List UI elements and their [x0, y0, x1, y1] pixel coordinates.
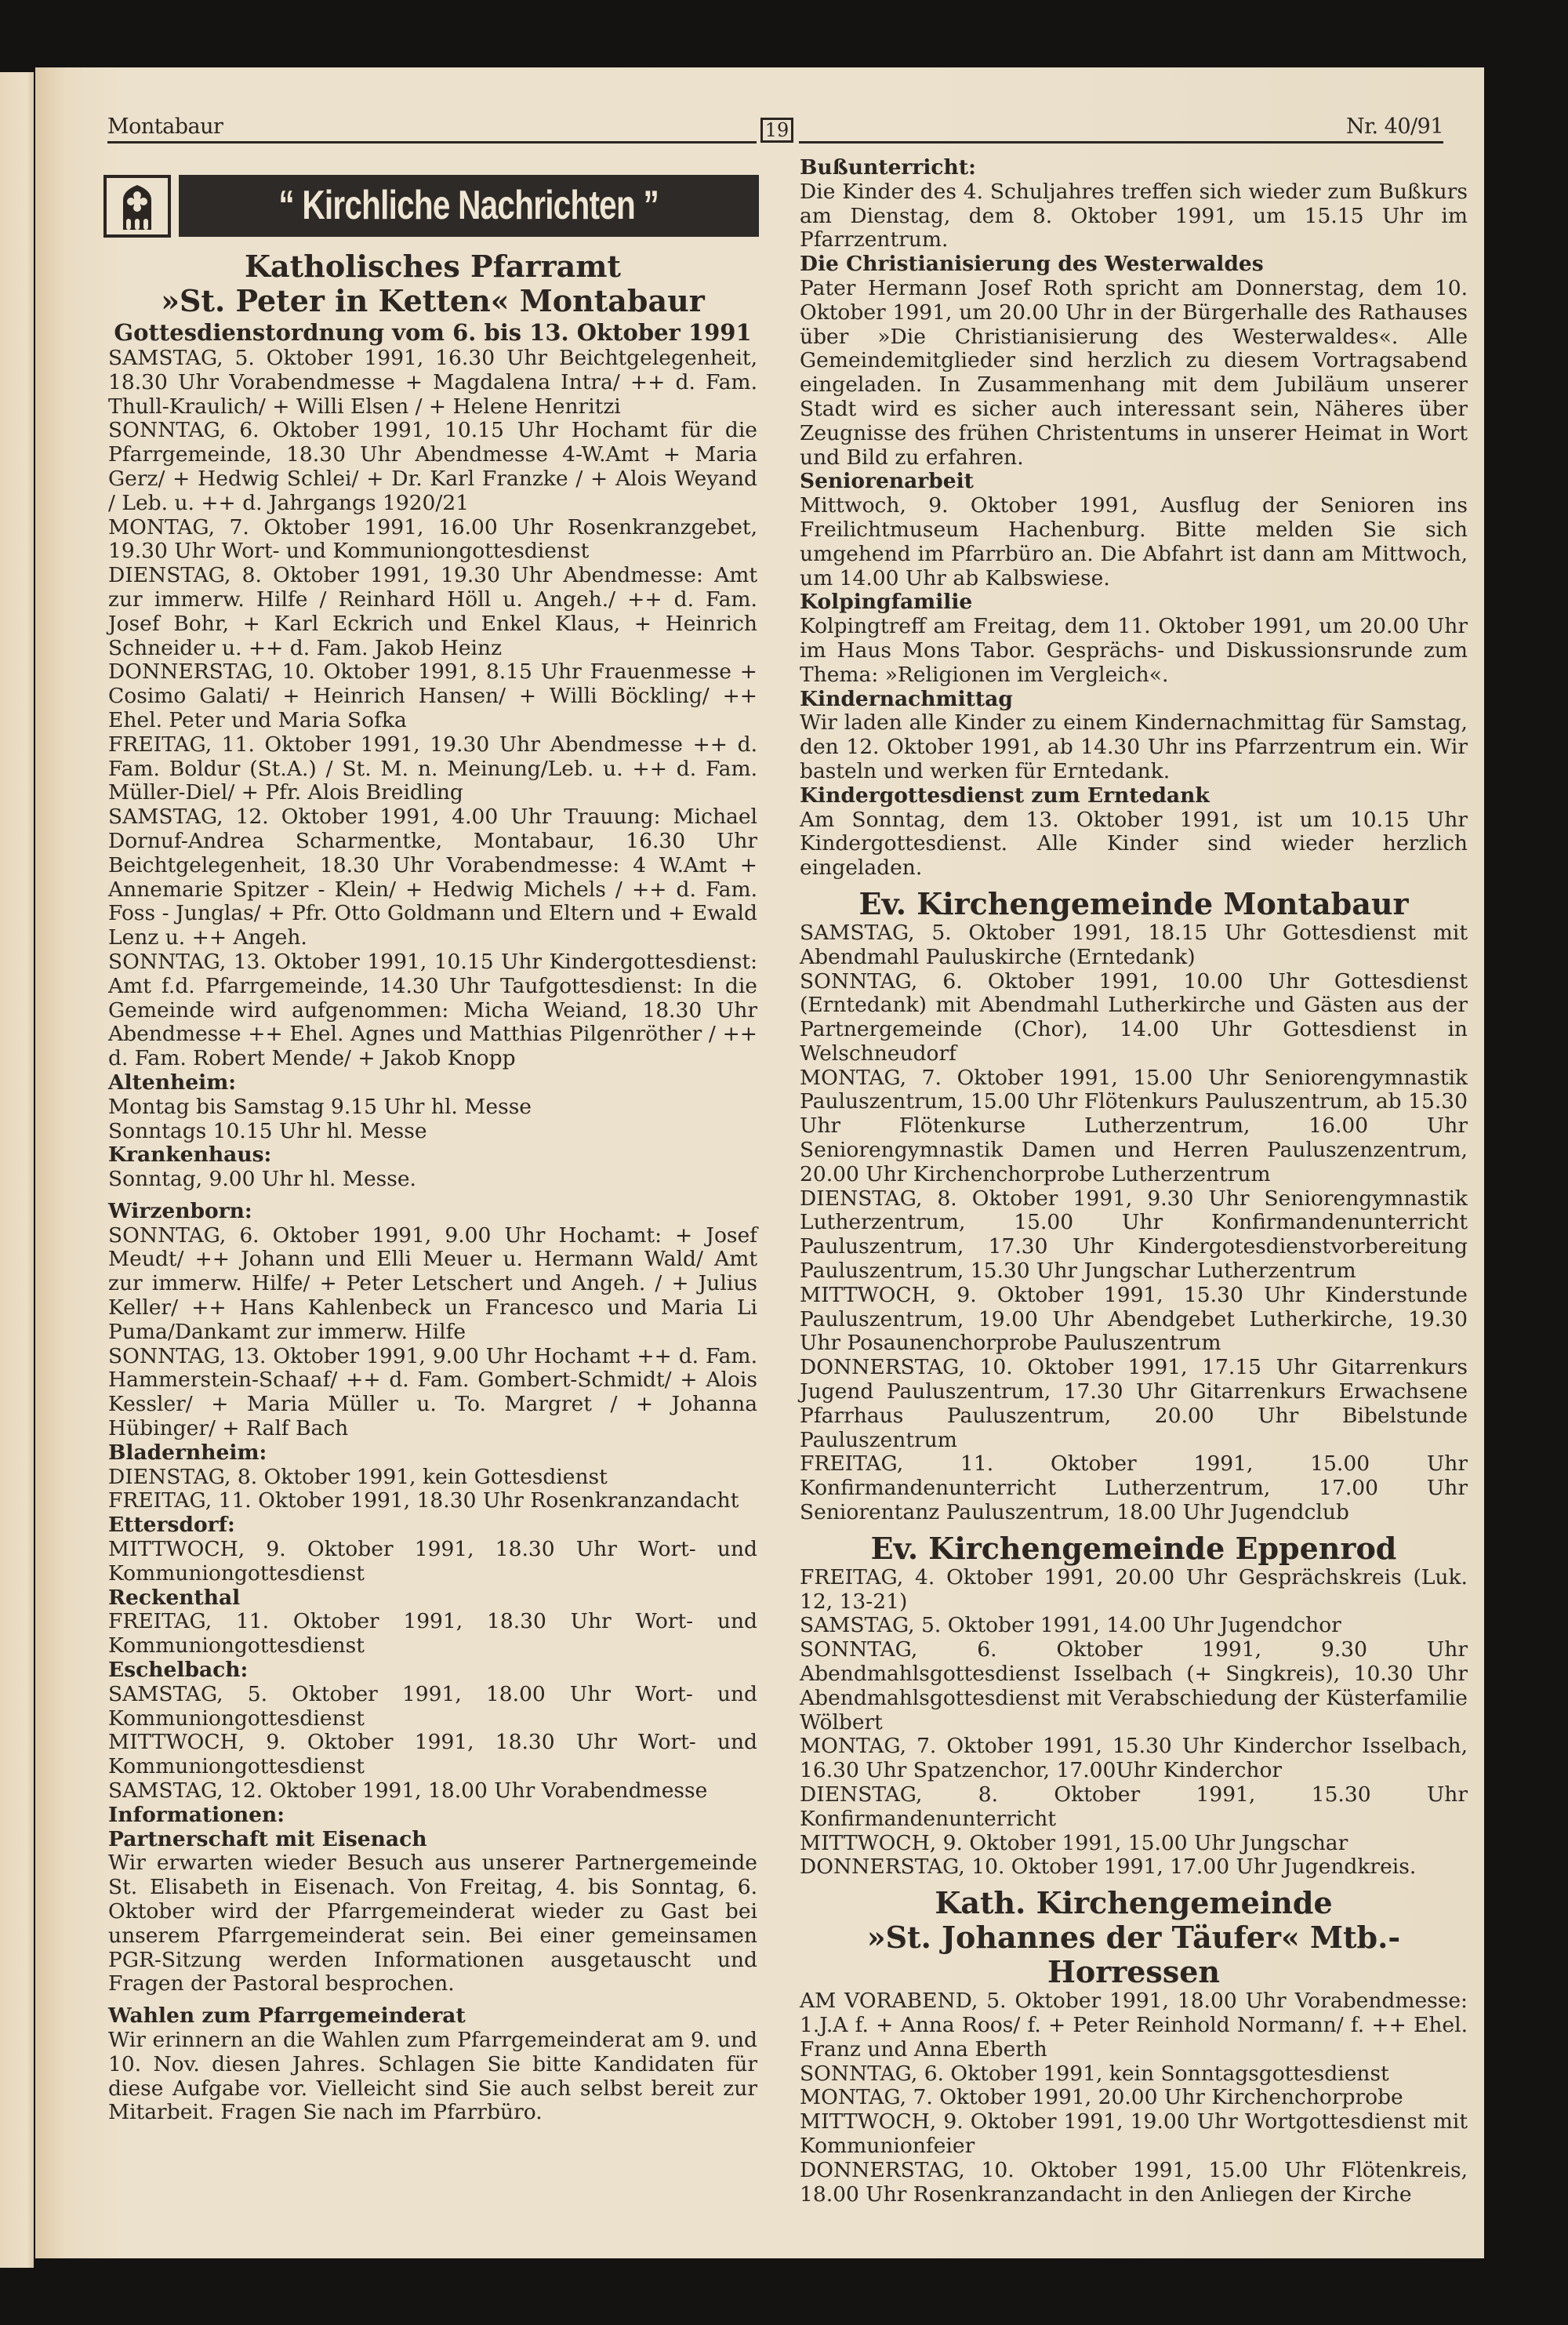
list-item: SAMSTAG, 5. Oktober 1991, 18.00 Uhr Wort- und Kommuniongottesdienst: [108, 1681, 757, 1731]
list-item: SAMSTAG, 5. Oktober 1991, 18.15 Uhr Gottesdienst mit Abendmahl Pauluskirche (Erntedank): [800, 920, 1468, 969]
list-item: DIENSTAG, 8. Oktober 1991, kein Gottesdienst: [108, 1464, 608, 1489]
list-item: FREITAG, 11. Oktober 1991, 18.30 Uhr Rosenkranzandacht: [108, 1488, 739, 1513]
notice-text: Kolpingtreff am Freitag, dem 11. Oktober 1991, um 20.00 Uhr im Haus Mons Tabor. Gesprächs- und Diskussionsrunde zum Thema: »Religionen im Vergleich«.: [800, 614, 1468, 687]
notice-heading: Seniorenarbeit: [800, 469, 974, 494]
wahlen-heading: Wahlen zum Pfarrgemeinderat: [108, 2003, 466, 2029]
list-item: AM VORABEND, 5. Oktober 1991, 18.00 Uhr Vorabendmesse: 1.J.A f. + Anna Roos/ f. + Peter Reinhold Normann/ f. ++ Ehel. Franz und Anna Eberth: [800, 1989, 1468, 2062]
list-item: SONNTAG, 6. Oktober 1991, 9.00 Uhr Hochamt: + Josef Meudt/ ++ Johann und Elli Meuer u. Hermann Wald/ Amt zur immerw. Hilfe/ + Peter Letschert und Angeh. / + Julius Keller/ ++ Hans Kahlenbeck un Francesco und Maria Li Puma/Dankamt zur immerw. Hilfe: [108, 1222, 757, 1344]
notice-text: Pater Hermann Josef Roth spricht am Donnerstag, dem 10. Oktober 1991, um 20.00 Uhr in der Bürgerhalle des Rathauses über »Die Christianisierung des Westerwaldes«. Alle Gemeindemitglieder sind herzlich zu diesem Vortragsabend eingeladen. In Zusammenhang mit dem Jubiläum unserer Stadt wird es sicher auch interessant sein, Näheres über Zeugnisse des frühen Christentums in unserer Heimat in Wort und Bild zu erfahren.: [800, 275, 1468, 470]
notice-heading: Kindernachmittag: [800, 686, 1013, 711]
section-banner: [179, 175, 759, 237]
newspaper-page: [35, 67, 1484, 2258]
altenheim-heading: Altenheim:: [108, 1070, 237, 1095]
adjacent-page-edge: [0, 72, 34, 2268]
issue-number: Nr. 40/91: [1345, 114, 1443, 139]
notice-text: Wir laden alle Kinder zu einem Kindernachmittag für Samstag, den 12. Oktober 1991, ab 14.30 Uhr ins Pfarrzentrum ein. Wir basteln und werken für Erntedank.: [800, 710, 1468, 783]
list-item: SONNTAG, 6. Oktober 1991, 10.15 Uhr Hochamt für die Pfarrgemeinde, 18.30 Uhr Abendmesse 4-W.Amt + Maria Gerz/ + Hedwig Schlei/ + Dr. Karl Franzke / + Alois Weyand / Leb. u. ++ d. Jahrgangs 1920/21: [108, 418, 757, 515]
list-item: SONNTAG, 13. Oktober 1991, 9.00 Uhr Hochamt ++ d. Fam. Hammerstein-Schaaf/ ++ d. Fam. Gombert-Schmidt/ + Alois Kessler/ + Maria Müller u. To. Margret / + Johanna Hübinger/ + Ralf Bach: [108, 1343, 757, 1441]
list-item: MITTWOCH, 9. Oktober 1991, 19.00 Uhr Wortgottesdienst mit Kommunionfeier: [800, 2109, 1468, 2158]
list-item: MITTWOCH, 9. Oktober 1991, 18.30 Uhr Wort- und Kommuniongottesdienst: [108, 1730, 757, 1779]
list-item: SAMSTAG, 5. Oktober 1991, 14.00 Uhr Jugendchor: [800, 1613, 1341, 1638]
list-item: MONTAG, 7. Oktober 1991, 16.00 Uhr Rosenkranzgebet, 19.30 Uhr Wort- und Kommuniongottesdienst: [108, 514, 757, 564]
list-item: MITTWOCH, 9. Oktober 1991, 15.00 Uhr Jungschar: [800, 1830, 1348, 1855]
header-rule-left: [107, 141, 757, 143]
list-item: SONNTAG, 13. Oktober 1991, 10.15 Uhr Kindergottesdienst: Amt f.d. Pfarrgemeinde, 14.30 Uhr Taufgottesdienst: In die Gemeinde wird aufgenommen: Micha Weiand, 18.30 Uhr Abendmesse ++ Ehel. Agnes und Matthias Pilgenröther / ++ d. Fam. Robert Mende/ + Jakob Knopp: [108, 949, 757, 1071]
list-item: SONNTAG, 6. Oktober 1991, 10.00 Uhr Gottesdienst (Erntedank) mit Abendmahl Lutherkirche und Gästen aus der Partnergemeinde (Chor), 14.00 Uhr Gottesdienst in Welschneudorf: [800, 968, 1468, 1066]
eschelbach-heading: Eschelbach:: [108, 1658, 249, 1683]
list-item: MONTAG, 7. Oktober 1991, 20.00 Uhr Kirchenchorprobe: [800, 2085, 1403, 2110]
wahlen-text: Wir erinnern an die Wahlen zum Pfarrgemeinderat am 9. und 10. Nov. diesen Jahres. Schlagen Sie bitte Kandidaten für diese Aufgabe vor. Vielleicht sind Sie auch selbst bereit zur Mitarbeit. Fragen Sie nach im Pfarrbüro.: [108, 2027, 757, 2125]
wirzenborn-heading: Wirzenborn:: [108, 1198, 252, 1223]
notice-text: Die Kinder des 4. Schuljahres treffen sich wieder zum Bußkurs am Dienstag, dem 8. Oktober 1991, um 15.15 Uhr im Pfarrzentrum.: [800, 179, 1468, 252]
header-rule-right: [799, 141, 1443, 143]
ev-eppenrod-title: Ev. Kirchengemeinde Eppenrod: [870, 1530, 1397, 1566]
bladernheim-heading: Bladernheim:: [108, 1440, 267, 1465]
list-item: DIENSTAG, 8. Oktober 1991, 15.30 Uhr Konfirmandenunterricht: [800, 1782, 1468, 1831]
list-item: Sonntag, 9.00 Uhr hl. Messe.: [108, 1167, 416, 1192]
partnerschaft-text: Wir erwarten wieder Besuch aus unserer Partnergemeinde St. Elisabeth in Eisenach. Von Freitag, 4. bis Sonntag, 6. Oktober wird der Pfarrgemeinderat wieder zu Gast bei unserem Pfarrgemeinderat sein. Bei einer gemeinsamen PGR-Sitzung werden Informationen ausgetauscht und Fragen der Pastoral besprochen.: [108, 1851, 757, 1996]
partnerschaft-heading: Partnerschaft mit Eisenach: [108, 1826, 427, 1851]
notice-heading: Bußunterricht:: [800, 155, 976, 180]
krankenhaus-heading: Krankenhaus:: [108, 1143, 272, 1168]
church-window-icon: [103, 175, 171, 238]
list-item: MITTWOCH, 9. Oktober 1991, 15.30 Uhr Kinderstunde Pauluszentrum, 19.00 Uhr Abendgebet Lutherkirche, 19.30 Uhr Posaunenchorprobe Pauluszentrum: [800, 1282, 1468, 1356]
parish-title: Katholisches Pfarramt: [245, 249, 621, 284]
section-banner-title: “ Kirchliche Nachrichten ”: [278, 183, 659, 228]
list-item: SAMSTAG, 12. Oktober 1991, 18.00 Uhr Vorabendmesse: [108, 1778, 708, 1804]
list-item: MITTWOCH, 9. Oktober 1991, 18.30 Uhr Wort- und Kommuniongottesdienst: [108, 1537, 757, 1586]
left-column: [108, 249, 757, 2125]
schedule-title: Gottesdienstordnung vom 6. bis 13. Oktober 1991: [114, 319, 752, 346]
notice-text: Am Sonntag, dem 13. Oktober 1991, ist um 10.15 Uhr Kindergottesdienst. Alle Kinder sind wieder herzlich eingeladen.: [800, 807, 1468, 881]
ettersdorf-heading: Ettersdorf:: [108, 1513, 235, 1538]
list-item: FREITAG, 11. Oktober 1991, 15.00 Uhr Konfirmandenunterricht Lutherzentrum, 17.00 Uhr Seniorentanz Pauluszentrum, 18.00 Uhr Jugendclub: [800, 1451, 1468, 1525]
list-item: DONNERSTAG, 10. Oktober 1991, 15.00 Uhr Flötenkreis, 18.00 Uhr Rosenkranzandacht in den Anliegen der Kirche: [800, 2157, 1468, 2207]
kath-horressen-title: Kath. Kirchengemeinde: [935, 1885, 1333, 1921]
list-item: MONTAG, 7. Oktober 1991, 15.30 Uhr Kinderchor Isselbach, 16.30 Uhr Spatzenchor, 17.00Uhr Kinderchor: [800, 1734, 1468, 1783]
list-item: DIENSTAG, 8. Oktober 1991, 9.30 Uhr Seniorengymnastik Lutherzentrum, 15.00 Uhr Konfirmandenunterricht Pauluszentrum, 17.30 Uhr Kindergotesdienstvorbereitung Pauluszentrum, 15.30 Uhr Jungschar Lutherzentrum: [800, 1186, 1468, 1284]
notice-heading: Kolpingfamilie: [800, 590, 973, 615]
page-number: 19: [760, 118, 793, 143]
list-item: MONTAG, 7. Oktober 1991, 15.00 Uhr Seniorengymnastik Pauluszentrum, 15.00 Uhr Flötenkurs Pauluszentrum, ab 15.30 Uhr Flötenkurse Lutherzentrum, 16.00 Uhr Seniorengymnastik Damen und Herren Pauluszenzentrum, 20.00 Uhr Kirchenchorprobe Lutherzentrum: [800, 1065, 1468, 1186]
list-item: SAMSTAG, 5. Oktober 1991, 16.30 Uhr Beichtgelegenheit, 18.30 Uhr Vorabendmesse + Magdalena Intra/ ++ d. Fam. Thull-Kraulich/ + Willi Elsen / + Helene Henritzi: [108, 346, 757, 419]
reckenthal-heading: Reckenthal: [108, 1585, 241, 1610]
list-item: SAMSTAG, 12. Oktober 1991, 4.00 Uhr Trauung: Michael Dornuf-Andrea Scharmentke, Montabaur, 16.30 Uhr Beichtgelegenheit, 18.30 Uhr Vorabendmesse: 4 W.Amt + Annemarie Spitzer - Klein/ + Hedwig Michels / ++ d. Fam. Foss - Junglas/ + Pfr. Otto Goldmann und Eltern und + Ewald Lenz u. ++ Angeh.: [108, 805, 757, 950]
list-item: FREITAG, 11. Oktober 1991, 18.30 Uhr Wort- und Kommuniongottesdienst: [108, 1609, 757, 1658]
notice-heading: Die Christianisierung des Westerwaldes: [800, 252, 1264, 277]
right-column: [800, 156, 1468, 2207]
list-item: Montag bis Samstag 9.15 Uhr hl. Messe: [108, 1094, 532, 1119]
parish-subtitle: »St. Peter in Ketten« Montabaur: [161, 283, 705, 318]
list-item: Sonntags 10.15 Uhr hl. Messe: [108, 1118, 427, 1143]
list-item: SONNTAG, 6. Oktober 1991, kein Sonntagsgottesdienst: [800, 2061, 1389, 2086]
kath-horressen-subtitle: »St. Johannes der Täufer« Mtb.-Horressen: [866, 1920, 1401, 1990]
running-head: [107, 114, 1453, 146]
list-item: DONNERSTAG, 10. Oktober 1991, 17.00 Uhr Jugendkreis.: [800, 1855, 1417, 1880]
list-item: FREITAG, 11. Oktober 1991, 19.30 Uhr Abendmesse ++ d. Fam. Boldur (St.A.) / St. M. n. Meinung/Leb. u. ++ d. Fam. Müller-Diel/ + Pfr. Alois Breidling: [108, 732, 757, 805]
notice-heading: Kindergottesdienst zum Erntedank: [800, 783, 1210, 808]
informationen-heading: Informationen:: [108, 1802, 285, 1827]
list-item: DIENSTAG, 8. Oktober 1991, 19.30 Uhr Abendmesse: Amt zur immerw. Hilfe / Reinhard Höll u. Angeh./ ++ d. Fam. Josef Bohr, + Karl Eckrich und Enkel Klaus, + Heinrich Schneider u. ++ d. Fam. Jakob Heinz: [108, 563, 757, 660]
list-item: DONNERSTAG, 10. Oktober 1991, 8.15 Uhr Frauenmesse + Cosimo Galati/ + Heinrich Hansen/ + Willi Böckling/ ++ Ehel. Peter und Maria Sofka: [108, 659, 757, 732]
list-item: SONNTAG, 6. Oktober 1991, 9.30 Uhr Abendmahlsgottesdienst Isselbach (+ Singkreis), 10.30 Uhr Abendmahlsgottesdienst mit Verabschiedung der Küsterfamilie Wölbert: [800, 1637, 1468, 1735]
notice-text: Mittwoch, 9. Oktober 1991, Ausflug der Senioren ins Freilichtmuseum Hachenburg. Bitte melden Sie sich umgehend im Pfarrbüro an. Die Abfahrt ist dann am Mittwoch, um 14.00 Uhr ab Kalbswiese.: [800, 493, 1468, 590]
list-item: FREITAG, 4. Oktober 1991, 20.00 Uhr Gesprächskreis (Luk. 12, 13-21): [800, 1564, 1468, 1614]
town-name: Montabaur: [107, 114, 223, 139]
list-item: DONNERSTAG, 10. Oktober 1991, 17.15 Uhr Gitarrenkurs Jugend Pauluszentrum, 17.30 Uhr Gitarrenkurs Erwachsene Pfarrhaus Pauluszentrum, 20.00 Uhr Bibelstunde Pauluszentrum: [800, 1355, 1468, 1452]
ev-montabaur-title: Ev. Kirchengemeinde Montabaur: [858, 885, 1409, 921]
